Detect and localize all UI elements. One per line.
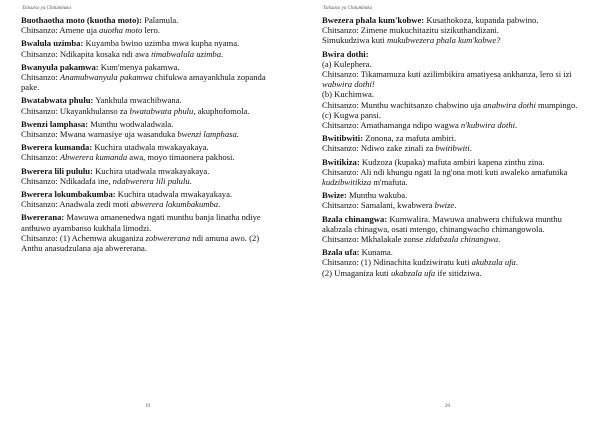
dictionary-entry <box>322 214 584 245</box>
entry-definition-line <box>322 15 584 25</box>
example-text: . <box>221 48 224 59</box>
entry-definition-line <box>322 49 584 59</box>
example-highlight: Anamubwanyula pakamwa <box>59 72 153 83</box>
dictionary-entry <box>322 15 584 46</box>
entry-definition-line <box>322 190 584 200</box>
example-text: . <box>515 120 518 131</box>
example-text: m'mafuta. <box>371 177 408 188</box>
entry-example <box>322 69 584 89</box>
entry-definition: Yankhula mwachibwana. <box>93 95 182 106</box>
entry-example <box>21 49 281 59</box>
example-text: Chitsanzo: Amene uja <box>21 25 100 36</box>
entry-definition-line <box>21 95 281 105</box>
entry-definition: Kumwalira. Mawuwa anabwera chifukwa munthu akabzala chinagwa, osati mtengo, chinangwacho chimangowola. <box>322 213 562 234</box>
example-highlight: anabwira dothi <box>483 99 536 110</box>
entry-definition-line <box>21 62 281 72</box>
entry-example <box>21 25 281 35</box>
entry-definition-line <box>21 166 281 176</box>
entry-example <box>322 89 584 99</box>
entry-definition: Zonona, za mafuta ambiri. <box>363 133 457 144</box>
entry-definition: Kuchira utadwala mwakayakaya. <box>92 165 210 176</box>
example-text: Chitsanzo: Ndiwo zake zinali za <box>322 143 436 154</box>
entry-example <box>322 143 584 153</box>
dictionary-entry <box>21 119 281 139</box>
example-text: Chitsanzo: Ukayankhulanso za <box>21 105 130 116</box>
entry-term: Bwize: <box>322 190 347 201</box>
example-text: Chitsanzo: Mkhalakale zonse <box>322 234 426 245</box>
dictionary-entry <box>21 62 281 93</box>
entry-example <box>322 200 584 210</box>
entry-definition: Kudzoza (kupaka) mafuta ambiri kapena zinthu zina. <box>359 156 545 167</box>
example-text: chifukwa amayankhula zopanda pake. <box>21 72 266 93</box>
left-running-header: Tsitsutso ya Chitumbuka <box>22 6 71 11</box>
entry-term: Buothaotha moto (kuotha moto): <box>21 15 143 25</box>
example-text: Chitsanzo: <box>21 152 60 163</box>
dictionary-entry <box>21 166 281 186</box>
dictionary-entry <box>21 95 281 115</box>
example-highlight: abwerera lokumbakumba <box>130 199 219 210</box>
example-highlight: auotha moto <box>99 25 143 36</box>
entry-example <box>322 234 584 244</box>
entry-definition: Munthu wodwaladwala. <box>88 118 174 129</box>
example-text: Chitsanzo: Mwana wamasiye uja wasanduka <box>21 129 178 140</box>
entry-example <box>322 257 584 267</box>
entry-term: Bwira dothi: <box>322 48 369 59</box>
entry-term: Bwalula uzimba: <box>21 38 84 49</box>
example-text: lero. <box>142 25 160 36</box>
entry-example <box>322 167 584 187</box>
right-page-body <box>322 15 584 281</box>
example-text: . <box>218 199 221 210</box>
entry-term: Bwanyula pakamwa: <box>21 61 99 72</box>
entry-term: Bwerera lokumbakumba: <box>21 189 116 200</box>
example-text: Chitsanzo: (1) Ndinachita kudziwiratu kuti <box>322 257 472 268</box>
example-highlight: ndabwerera lili pululu <box>112 175 190 186</box>
dictionary-entry <box>21 15 281 35</box>
entry-term: Bwitibwiti: <box>322 133 364 144</box>
entry-definition-line <box>21 142 281 152</box>
entry-example <box>21 152 281 162</box>
entry-example <box>322 25 584 35</box>
entry-term: Bwatabwata phulu: <box>21 95 94 106</box>
example-text: Chitsanzo: Anadwala zedi moti <box>21 199 131 210</box>
dictionary-entry <box>322 157 584 188</box>
entry-example <box>322 268 584 278</box>
example-text: . <box>236 129 239 140</box>
example-highlight: wabwira dothi! <box>322 79 375 90</box>
example-text: Chitsanzo: Amathamanga ndipo wagwa <box>322 120 461 131</box>
example-highlight: bwize <box>434 200 455 211</box>
example-highlight: timabwalula uzimba <box>151 48 222 59</box>
dictionary-entry <box>21 189 281 209</box>
example-text: Chitsanzo: Ali ndi khungu ngati la ng'ona moti kuti awaleko amafunika <box>322 166 568 177</box>
entry-example <box>322 59 584 69</box>
entry-example <box>21 129 281 139</box>
entry-term: Bzala chinangwa: <box>322 213 388 224</box>
entry-definition-line <box>322 214 584 234</box>
left-page-number: 19 <box>145 404 150 409</box>
example-text: . <box>498 234 501 245</box>
entry-definition-line <box>21 189 281 199</box>
entry-definition-line <box>21 119 281 129</box>
example-text: . <box>515 257 518 268</box>
example-text: ife sitidziwa. <box>435 267 482 278</box>
dictionary-entry <box>322 190 584 210</box>
example-text: Chitsanzo: Zimene mukuchitazitu sizikuthandizani. <box>322 25 500 36</box>
entry-definition-line <box>21 212 281 232</box>
entry-example <box>21 72 281 92</box>
example-highlight: zobwererana <box>145 232 191 243</box>
example-highlight: bwenzi lamphasa <box>177 129 237 140</box>
right-page-number: 20 <box>445 404 450 409</box>
example-text: Chitsanzo: Samalani, kwabwera <box>322 200 435 211</box>
entry-example <box>21 199 281 209</box>
example-text: . <box>189 175 192 186</box>
entry-term: Bzala ufa: <box>322 247 360 258</box>
right-running-header: Tsitsutso ya Chitumbuka <box>323 6 372 11</box>
left-page-body <box>21 15 281 256</box>
example-text: Chitsanzo: Ndikapita kosaka ndi awa <box>21 48 152 59</box>
example-text: , akuphofomola. <box>193 105 250 116</box>
example-text: (b) Kuchimwa. <box>322 89 375 100</box>
example-text: Chitsanzo: Munthu wachitsanzo chabwino uja <box>322 99 484 110</box>
dictionary-entry <box>322 247 584 278</box>
example-highlight: akubzala ufa <box>471 257 516 268</box>
entry-example <box>21 106 281 116</box>
entry-term: Bwitikiza: <box>322 156 360 167</box>
example-highlight: mukubwezera phala kum'kobwe? <box>386 35 501 46</box>
entry-definition: Palamula. <box>142 15 179 25</box>
entry-term: Bwererana: <box>21 212 65 223</box>
entry-definition: Kuchira utadwala mwakayakaya. <box>92 142 209 153</box>
example-text: (c) Kugwa pansi. <box>322 109 381 120</box>
dictionary-entry <box>21 38 281 58</box>
entry-term: Bwerera lili pululu: <box>21 165 93 176</box>
example-text: ndi amuna awo. (2) Anthu anasudzulana aja abwererana. <box>21 232 260 254</box>
entry-definition-line <box>21 38 281 48</box>
right-page <box>300 0 600 424</box>
example-highlight: ukabzala ufa <box>390 267 436 278</box>
entry-definition: Kuyamba bwino uzimba mwa kupha nyama. <box>83 38 240 49</box>
dictionary-entry <box>21 212 281 253</box>
entry-example <box>322 35 584 45</box>
entry-term: Bwenzi lamphasa: <box>21 118 89 129</box>
entry-example <box>322 120 584 130</box>
entry-definition-line <box>322 247 584 257</box>
example-text: Chitsanzo: Tikamamuza kuti azilimbikira amatiyesa ankhanza, lero si izi <box>322 69 572 80</box>
example-text: (a) Kulephera. <box>322 58 372 69</box>
example-text: Chitsanzo: Ndikadafa ine, <box>21 175 113 186</box>
example-highlight: n'kubwira dothi <box>460 120 516 131</box>
example-highlight: Abwerera kumanda <box>59 152 128 163</box>
entry-example <box>21 176 281 186</box>
entry-term: Bwezera phala kum'kobwe: <box>322 15 425 25</box>
entry-definition: Kunama. <box>359 247 393 258</box>
entry-definition: Kuchira utadwala mwakayakaya. <box>115 189 233 200</box>
dictionary-entry <box>322 133 584 153</box>
example-text: Chitsanzo: (1) Achemwa akuganiza <box>21 232 146 243</box>
example-text: mumpingo. <box>535 99 578 110</box>
dictionary-entry <box>21 142 281 162</box>
example-highlight: kudzibwitikiza <box>322 177 372 188</box>
entry-definition: Kusathokoza, kupanda pabwino. <box>424 15 539 25</box>
example-text: . <box>454 200 457 211</box>
example-text: Simukudziwa kuti <box>322 35 387 46</box>
entry-example <box>21 233 281 253</box>
example-highlight: bwitibwiti <box>435 143 470 154</box>
dictionary-entry <box>322 49 584 131</box>
example-text: awa, moyo timaonera pakhosi. <box>127 152 235 163</box>
entry-definition: Kum'menya pakamwa. <box>98 61 180 72</box>
entry-example <box>322 110 584 120</box>
example-text: (2) Umaganiza kuti <box>322 267 391 278</box>
example-text: . <box>469 143 472 154</box>
example-highlight: bwatabwata phulu <box>129 105 194 116</box>
entry-definition: Munthu wakuba. <box>346 190 408 201</box>
example-text: Chitsanzo: <box>21 72 60 83</box>
entry-term: Bwerera kumanda: <box>21 142 93 153</box>
entry-definition-line <box>21 15 281 25</box>
example-highlight: zidabzala chinangwa <box>425 234 499 245</box>
entry-definition-line <box>322 133 584 143</box>
entry-example <box>322 100 584 110</box>
entry-definition-line <box>322 157 584 167</box>
entry-definition: Mawuwa amanenedwa ngati munthu banja linatha ndiye anthuwo ayambanso kukhala limodzi. <box>21 212 261 233</box>
